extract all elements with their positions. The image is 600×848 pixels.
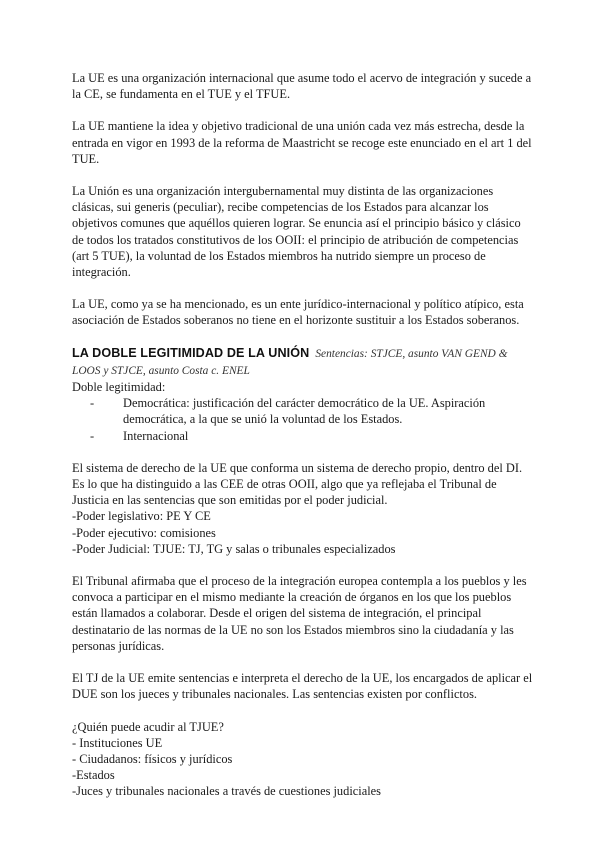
access-item-institutions: - Instituciones UE: [72, 735, 163, 750]
access-item-citizens: - Ciudadanos: físicos y jurídicos: [72, 751, 233, 766]
section-heading-line: [72, 345, 534, 379]
system-block: [72, 460, 534, 557]
paragraph-tribunal-peoples: El Tribunal afirmaba que el proceso de la integración europea contempla a los pueblos y les convoca a participar en el mismo mediante la creación de órganos en los que los pueblos están llamados a colaborar. Desde el origen del sistema de integración, el principal destinatario de las normas de la UE no son los Estados miembros sino la ciudadanía y las personas jurídicas.: [72, 574, 527, 653]
paragraph-intergovernmental: La Unión es una organización intergubernamental muy distinta de las organizaciones clásicas, sui generis (peculiar), recibe competencias de los Estados para alcanzar los objetivos comunes que aquéllos quieren lograr. Se enuncia así el principio básico y clásico de todos los tratados constitutivos de los OOII: el principio de atribución de competencias (art 5 TUE), la voluntad de los Estados miembros ha nutrido siempre un proceso de integración.: [72, 184, 521, 280]
power-executive: -Poder ejecutivo: comisiones: [72, 525, 216, 540]
paragraph-tribunal-judgments: El TJ de la UE emite sentencias e interpreta el derecho de la UE, los encargados de aplicar el DUE son los jueces y tribunales nacionales. Las sentencias existen por conflictos.: [72, 671, 533, 702]
list-item-international: - Internacional: [90, 428, 534, 444]
document-page: [72, 70, 534, 816]
system-text: El sistema de derecho de la UE que conforma un sistema de derecho propio, dentro del DI. Es lo que ha distinguido a las CEE de otras OOII, algo que ya reflejaba el Tribunal de Justicia en las sentencias que son emitidas por el poder judicial.: [72, 460, 523, 508]
section-references: Sentencias: STJCE, asunto VAN GEND & LOOS y STJCE, asunto Costa c. ENEL: [72, 347, 508, 377]
access-question: ¿Quién puede acudir al TJUE?: [72, 719, 224, 734]
legitimacy-intro: Doble legitimidad:: [72, 380, 166, 395]
access-block: [72, 719, 534, 800]
power-judicial: -Poder Judicial: TJUE: TJ, TG y salas o tribunales especializados: [72, 541, 396, 556]
list-item-democratic: - Democrática: justificación del carácter democrático de la UE. Aspiración democrática, a la que se unió la voluntad de los Estados.: [90, 395, 534, 427]
access-item-judges: -Juces y tribunales nacionales a través de cuestiones judiciales: [72, 784, 381, 799]
legitimacy-list: [72, 395, 534, 444]
paragraph-ue-definition: La UE es una organización internacional que asume todo el acervo de integración y sucede a la CE, se fundamenta en el TUE y el TFUE.: [72, 71, 532, 102]
power-legislative: -Poder legislativo: PE Y CE: [72, 509, 211, 524]
paragraph-atypical-entity: La UE, como ya se ha mencionado, es un ente jurídico-internacional y político atípico, esta asociación de Estados soberanos no tiene en el horizonte sustituir a los Estados soberanos.: [72, 297, 524, 328]
section-heading: LA DOBLE LEGITIMIDAD DE LA UNIÓN: [72, 345, 310, 360]
paragraph-ue-union: La UE mantiene la idea y objetivo tradicional de una unión cada vez más estrecha, desde la entrada en vigor en 1993 de la reforma de Maastricht se recoge este enunciado en el art 1 del TUE.: [72, 119, 532, 166]
access-item-states: -Estados: [72, 768, 115, 783]
